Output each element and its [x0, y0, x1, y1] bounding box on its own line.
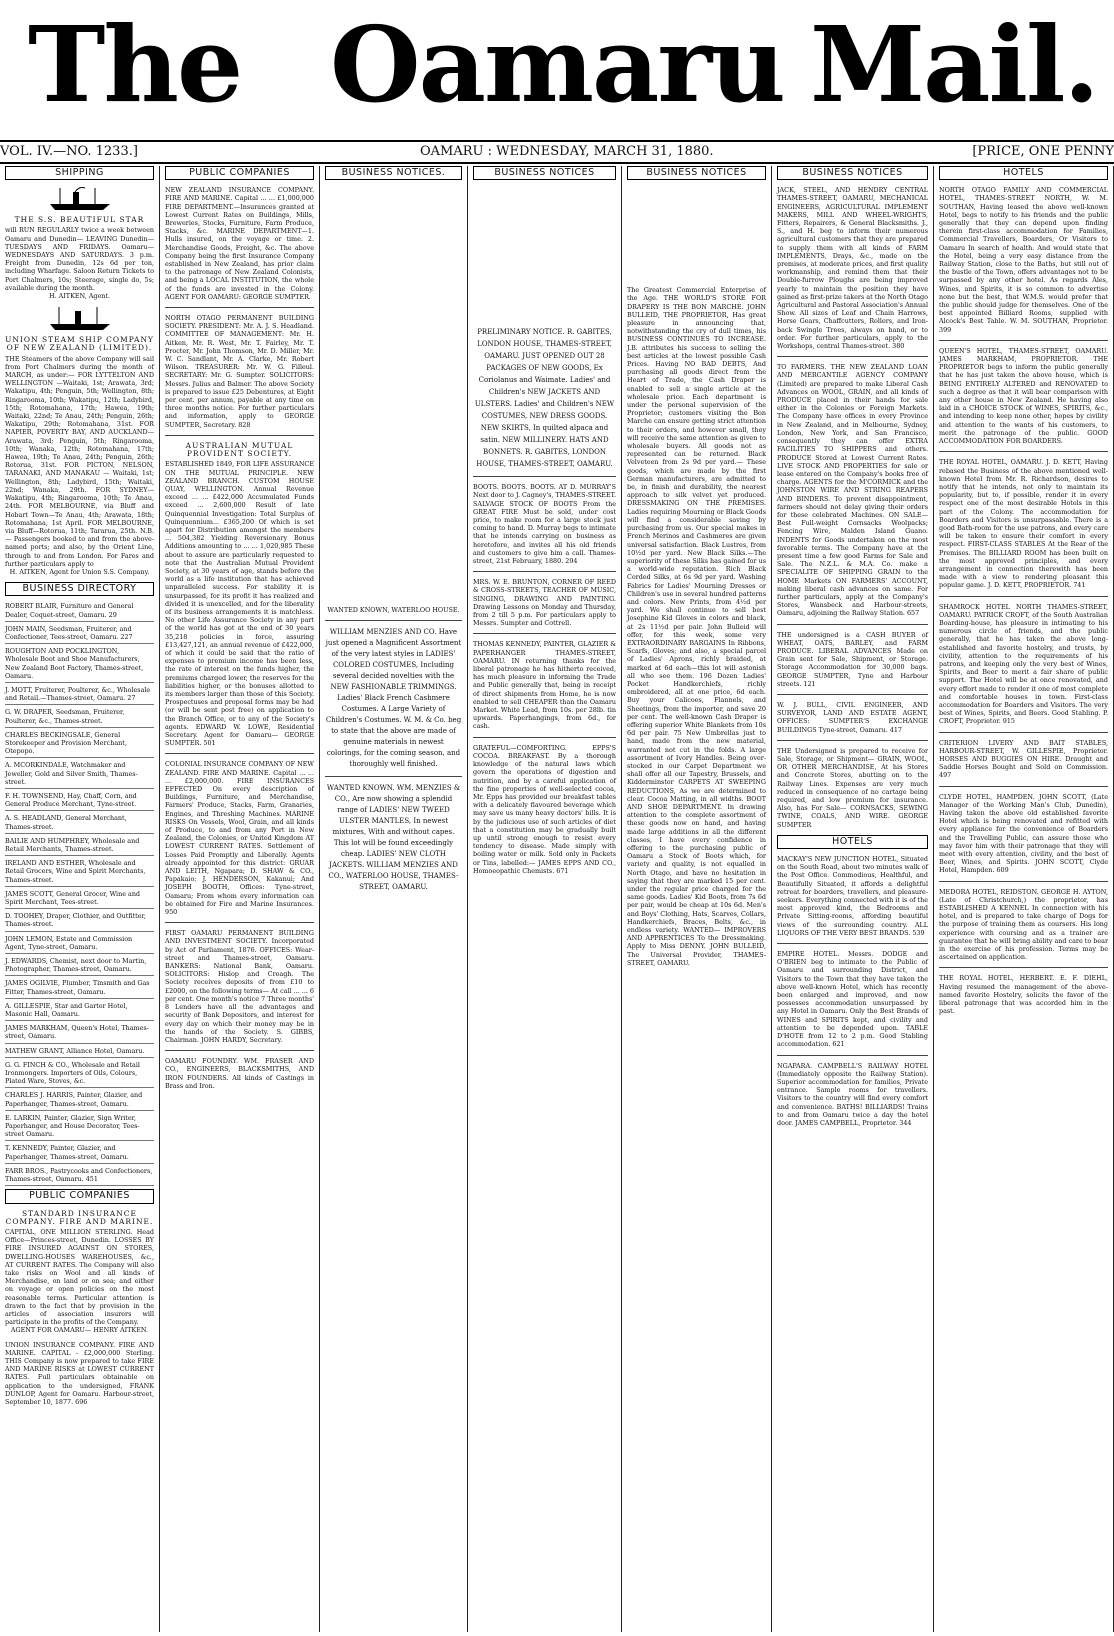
divider: [939, 596, 1108, 597]
price: [PRICE, ONE PENNY: [972, 144, 1114, 159]
ad-mackays-hotel: MACKAY'S NEW JUNCTION HOTEL, Situated on the South Road, about two minutes walk of the Post Office. Commodious, Healthful, and Beautifully Situated, it affords a delightful retreat for boarders, travellers, and pleasure-seekers. Everything connected with it is of the most approved kind, the Bedrooms and Private Sitting-rooms, affording beautiful views of the surrounding country. ALL LIQUORS OF THE VERY BEST BRANDS. 539: [777, 855, 929, 937]
divider: [165, 435, 314, 436]
ad-standard-insurance: [5, 1210, 154, 1335]
ad-signature: AGENT FOR OAMARU— HENRY AITKEN.: [10, 1326, 149, 1335]
ad-menzies-costumes: WILLIAM MENZIES AND CO. Have just opened a Magnificent Assortment of the very latest styles in LADIES' COLORED COSTUMES, Including several decided novelties with the NEW FASHIONABLE TRIMMINGS. Ladies' Black French Cashmere Costumes. A Large Variety of Children's Costumes. W. M. & Co. beg to state that the above are made of genuine materials in newest colorings, for the coming season, and thoroughly well finished.: [325, 628, 462, 769]
blank-space: [325, 186, 462, 606]
shipping-ad-union-steam: [5, 336, 154, 576]
section-heading: PUBLIC COMPANIES: [5, 1189, 154, 1203]
blank-space: [627, 186, 766, 286]
directory-entry: D. TOOHEY, Draper, Clothier, and Outfitter, Thames-street.: [5, 912, 154, 931]
ad-colonial-insurance: COLONIAL INSURANCE COMPANY OF NEW ZEALAND. FIRE AND MARINE. Capital ... ... ... £2,000,000. FIRE INSURANCES EFFECTED On every description of Buildings, Furniture, and Merchandise, Farmers' Produce, Stacks, Farm, Granaries, Engines, and Threshing Machines. MARINE RISKS On Vessels, Wool, Grain, and all kinds of Produce, to and from any Port in New Zealand, the Colonies, or United Kingdom AT LOWEST CURRENT RATES. Settlement of Losses Paid Promptly and Liberally. Agents already appointed for this district: GRUAR AND LEITH, Ngapara; D. SHAW & CO., Papakaio; J. HENDERSON, Kakanui; And JOSEPH BOOTH, Offices: Tyne-street, Oamaru; From whom every information can be obtained for Fire and Marine Insurances. 950: [165, 760, 314, 917]
ad-campbells-hotel: NGAPARA. CAMPBELL'S RAILWAY HOTEL (Immediately opposite the Railway Station). Superior accommodation for families, Private entrance. Sample rooms for travellers. Visitors to the country will find every comfort and convenience. BATHS! BILLIARDS! Trains to and from Oamaru twice a day the hotel door. JAMES CAMPBELL, Proprietor. 344: [777, 1061, 928, 1127]
divider: [325, 776, 462, 777]
ad-queens-hotel: QUEEN'S HOTEL, THAMES-STREET, OAMARU. JAMES MARKHAM, PROPRIETOR. THE PROPRIETOR begs to inform the public generally that he has just taken the above house, which is BEING ENTIRELY ALTERED and RENOVATED to such a degree as that it will bear comparison with any other house in New Zealand. He having also laid in a CHOICE STOCK of WINES, SPIRITS, &c., and intending to keep none other, hopes by civility and attention to the wants of his customers, to merit the patronage of the public. GOOD ACCOMMODATION FOR BOARDERS.: [939, 346, 1108, 446]
divider: [165, 1050, 314, 1051]
column-business-notices-2: [468, 166, 622, 1632]
directory-entry: JAMES OGILVIE, Plumber, Tinsmith and Gas Fitter, Thames-street, Oamaru.: [5, 979, 154, 998]
shipping-ad-beautiful-star: [5, 216, 154, 300]
directory-entry: JAMES SCOTT, General Grocer, Wine and Spirit Merchant, Tees-street.: [5, 890, 154, 909]
ad-jack-steel-hendry: JACK, STEEL, AND HENDRY CENTRAL THAMES-STREET, OAMARU, MECHANICAL ENGINEERS, AGRICULTURAL IMPLEMENT MAKERS, MILL AND WHEEL-WRIGHTS, Fitters, Repairers, & General Blacksmiths. J., S., and H. beg to inform their numerous agricultural customers that they are prepared to supply them with all kinds of FARM IMPLEMENTS, Drays, &c., made on the premises, at moderate prices, and first quality workmanship, and remind them that their Double-furrow Ploughs are being improved yearly to maintain the position they have gained as first-prize takers at the North Otago Agricultural and Pastoral Association's Annual Show. All sizes of Leaf and Chain Harrows, Horse Gears, Chaffcutters, Rollers, and Iron-back Swingle Trees, always on hand, or to order. For further particulars, apply to the Workshops, central Thames-street. 380: [777, 186, 928, 351]
ad-body: THE Steamers of the above Company will sail from Port Chalmers during the month of MARCH, as under:— FOR LYTTELTON AND WELLINGTON —Waitaki, 1st; Arawata, 3rd; Wakatipu, 4th; Penguin, 5th; Wellington, 8th; Ringarooma, 10th; Wakatipu, 12th; Ladybird, 15th; Rotomahana, 17th; Hawea, 19th; Waitaki, 22nd; Te Anau, 24th; Penguin, 26th; Wakatipu, 29th; Rotomahana, 31st. FOR NAPIER, POVERTY BAY, AND AUCKLAND—Arawata, 3rd; Penguin, 5th; Ringarooma, 10th; Wanaka, 12th; Rotomahana, 17th; Hawea, 19th; Te Anau, 24th; Penguin, 26th; Rotorua, 31st. FOR PICTON, NELSON, TARANAKI, AND MANAKAU — Waitaki, 1st; Wellington, 8th; Ladybird, 15th; Waitaki, 22nd; Wanaka, 29th. FOR SYDNEY—Wakatipu, 4th; Ringarooma, 10th; Te Anau, 24th. FOR MELBOURNE, via Bluff and Hobart Town—Te Anau, 4th; Arawata, 18th; Rotomahana, 1st April. FOR MELBOURNE, via Bluff—Rotorua, 11th; Tararua, 25th. N.B.— Passengers booked to and from the above-named ports; and also, by the Orient Line, through to and from London. For Fares and further particulars apply to: [5, 354, 154, 568]
business-directory: [5, 602, 154, 1186]
steamship-icon: [45, 186, 115, 212]
divider: [777, 624, 928, 625]
ad-nz-loan-mercantile: TO FARMERS. THE NEW ZEALAND LOAN AND MERCANTILE AGENCY COMPANY (Limited) are prepared to make Liberal Cash Advances on WOOL, GRAIN, and all kinds of PRODUCE placed in their hands for sale either in the Colonies or Foreign Markets. The Company have offices in every Province in New Zealand, and in Melbourne, Sydney, London, New York, and San Francisco, consequently they can offer EXTRA FACILITIES TO SHIPPERS and others. PRODUCE Stored at Lowest Current Rates. LIVE STOCK AND PROPERTIES for sale or lease entered on the Company's books free of charge. AGENTS for the M'CORMICK and the JOHNSTON WIRE AND STRING REAPERS AND BINDERS. To prevent disappointment, farmers should not delay giving their orders for these celebrated Machines. ON SALE—Best Full-weight Cornsacks Woolpacks; Fencing Wire, Malden Island Guano. INDENTS for Goods undertaken on the most favorable terms. The Company have at the present time a few good Farms for Sale and Sale. The N.Z.L. & M.A. Co. make a SPECIALITE OF SHIPPING GRAIN to the HOME Markets ON FARMERS' ACCOUNT, making liberal cash advances on same. For further particulars, apply at the Company's Stores, Wansbeck and Harbour-streets, Oamaru, adjoining the Railway Station. 657: [777, 363, 928, 618]
divider: [777, 943, 928, 944]
directory-entry: A. GILLESPIE, Star and Garter Hotel, Masonic Hall, Oamaru.: [5, 1002, 154, 1021]
directory-entry: F. H. TOWNSEND, Hay, Chaff, Corn, and General Produce Merchant, Tyne-street.: [5, 792, 154, 811]
column-hotels: [934, 166, 1114, 1632]
directory-entry: ROBERT BLAIR, Furniture and General Dealer, Coquet-street, Oamaru. 29: [5, 602, 154, 621]
ad-title: THE S.S. BEAUTIFUL STAR: [14, 215, 145, 225]
steamship-icon: [45, 306, 115, 332]
issue-date: OAMARU : WEDNESDAY, MARCH 31, 1880.: [420, 144, 714, 159]
ad-signature: H. AITKEN, Agent.: [49, 292, 110, 301]
divider: [777, 356, 928, 357]
section-heading: BUSINESS NOTICES: [627, 166, 766, 180]
column-public-companies: [160, 166, 320, 1632]
divider: [165, 307, 314, 308]
ad-wanted-known: WANTED KNOWN, WATERLOO HOUSE.: [327, 606, 460, 615]
ad-bulleid-bon-marche: The Greatest Commercial Enterprise of the Age. THE WORLD'S STORE FOR DRAPERY IS THE BON MARCHE. JOHN BULLEID, THE PROPRIETOR, Has great pleasure in announcing that, notwithstanding the cry of dull times, his BUSINESS CONTINUES TO INCREASE. J.B. attributes his success to selling the best articles at the lowest possible Cash Prices. Having NO BAD DEBTS, And purchasing all goods direct from the Heart of Trade, the Cash Draper is enabled to sell a single article at the wholesale price. Each department is under the personal supervision of the Proprietor; customers visiting the Bon Marche can ensure getting strict attention to their orders, and however small, they will receive the same attention as given to wholesale buyers. All goods not as represented can be returned. Black Velveteen from 2s 9d per yard.— These goods, which are made by the first German manufacturers, are admitted to be, in finish and durability, the nearest approach to silk velvet yet produced. DRESSMAKING ON THE PREMISES. Ladies requiring Mourning or Black Goods will find a considerable saving by purchasing from us. Our special makes in French Merinos and Cashmeres are given universal satisfaction. Black Lustres, from 10½d per yard. New Black Silks.—The superiority of these Silks has gained for us a world-wide reputation. Rich Black Corded Silks, at 6s 9d per yard. Washing Fabrics for Ladies' Mourning Dresses or Children's use in several hundred patterns and colors. New Prints, from 4½d per yard. We shall continue to sell best Josephine Kid Gloves in colors and black, at 2s 11½d per pair. John Bulleid will offer, for this week, some very EXTRAORDINARY BARGAINS In Ribbons, Scarfs, Gloves; and also, a special parcel of Ladies' Aprons, richly braided, at marked at 6d each—this lot will astonish all who see them. 196 Dozen Ladies' Pocket Handkerchiefs, richly embroidered, all at one price, 6d each. Buy your Calicoes, Flannels, and Sheetings, from the importer, and save 20 per cent. The well-known Cash Draper is offering superior White Blankets from 10s 6d per pair. 75 New Umbrellas just to hand, made from the new material, warranted not cut in the folds. A large assortment of Ivory Handles. Being over-stocked in our Carpet Department we shall offer all our Tapestry, Brussels, and Kidderminster CARPETS AT SWEEPING REDUCTIONS, As we are determined to clear. Cocoa Matting, in all widths. BOOT AND SHOE DEPARTMENT. In drawing attention to the complete assortment of these goods now on hand, and having made large additions in all the different classes, I have every confidence in offering to the purchasing public of Oamaru a Stock of Boots which, for variety and quality, is not equalled in North Otago, and have no hesitation in saying that they are marked 15 per cent. under the regular price charged for the same goods. Ladies' Kid Boots, from 7s 6d per pair, would be cheap at 10s 6d. Men's and Boys' Clothing, Hats, Scarves, Collars, Handkerchiefs, Braces, Belts, &c., in endless variety. WANTED— IMPROVERS AND APPRENTICES To the Dressmaking. Apply to Miss DENNY. JOHN BULLEID, The Universal Provider, THAMES-STREET, OAMARU.: [627, 286, 766, 967]
volume-number: VOL. IV.—NO. 1233.]: [0, 144, 138, 159]
divider: [777, 694, 928, 695]
divider: [777, 740, 928, 741]
directory-entry: J. MOTT, Fruiterer, Poulterer, &c., Wholesale and Retail.—Thames-street, Oamaru. 27: [5, 686, 154, 705]
section-heading: BUSINESS NOTICES: [473, 166, 616, 180]
ad-body: will RUN REGULARLY twice a week between Oamaru and Dunedin— LEAVING Dunedin— TUESDAYS AND FRIDAYS. Oamaru— WEDNESDAYS AND SATURDAYS. 3 p.m. Freight from Dunedin, 12s 6d per ton, including Wharfage. Saloon Return Tickets to Port Chalmers, 10s; Steerage, single do, 5s; available during the month.: [5, 226, 154, 292]
dateline: [0, 140, 1114, 164]
directory-entry: ROUGHTON AND POCKLINGTON, Wholesale Boot and Shoe Manufacturers, New Zealand Boot Factory, Thames-street, Oamaru.: [5, 647, 154, 683]
divider: [473, 737, 616, 738]
directory-entry: JOHN MAIN, Seedsman, Fruiterer, and Confectioner, Tees-street, Oamaru. 227: [5, 625, 154, 644]
ad-body: ESTABLISHED 1849, FOR LIFE ASSURANCE ON THE MUTUAL PRINCIPLE. NEW ZEALAND BRANCH. CUSTOM HOUSE QUAY, WELLINGTON. Annual Revenue exceed ... ... £422,000 Accumulated Funds exceed ... 2,600,000 Result of late Quinquennial Investigation: Total Surplus of Quinquennium... £365,200 Of which is set apart for Distribution amongst the members ... 504,382 Yielding Reversionary Bonus Additions amounting to ... ... 1,020,985 These about to assure are particularly requested to note that the Australian Mutual Provident Society, at 30 years of age, stands before the world as a life institution that has achieved unparalleled success. For stability it is unsurpassed, for its profit it has realized and divided it is unexcelled, and for the liberality of its business arrangements it is matchless. No other Life Assurance Society in any part of the world has got at the end of 30 years 35,218 policies in force, assuring £13,427,121, an annual revenue of £422,000, of which it could be said that the ratio of expenses to premium income has been less, the rate of interest on the funds higher, the premiums charged lower, the reserves for the liabilities higher, or the bonuses allotted to its members larger than those of this Society. Prospectuses and proposal forms may be had (or will be sent post free) on application to the Branch Office, or to any of the Society's agents. EDWARD W. LOWE, Residential Secretary. Agent for Oamaru— GEORGE SUMPTER. 501: [165, 460, 314, 748]
divider: [939, 881, 1108, 882]
divider: [165, 753, 314, 754]
directory-entry: G. G. FINCH & CO., Wholesale and Retail Ironmongers. Importers of Oils, Colours, Plated Ware, Stoves, &c.: [5, 1061, 154, 1089]
ad-sumpter-stores: THE Undersigned is prepared to receive for Sale, Storage, or Shipment— GRAIN, WOOL, OR OTHER MERCHANDISE, At his Stores and Concrete Stores, abutting on to the Railway Lines. Expenses are very much reduced in consequence of no cartage being required, and low premium for insurance. Also, has For Sale— CORNSACKS, SEWING TWINE, COALS, AND WIRE. GEORGE SUMPTER: [777, 746, 928, 829]
ad-royal-hotel-herbert: THE ROYAL HOTEL, HERBERT. E. F. DIEHL, Having resumed the management of the above-named favorite Hostelry, solicits the favor of the liberal patronage that was accorded him in the past.: [939, 974, 1108, 1016]
divider: [473, 476, 616, 477]
ad-nz-insurance: NEW ZEALAND INSURANCE COMPANY. FIRE AND MARINE. Capital ... ... £1,000,000 FIRE DEPARTMENT.—Insurances granted at Lowest Current Rates on Buildings, Mills, Breweries, Stocks, Furniture, Farm Produce, Stacks, &c. MARINE DEPARTMENT—1. Hulls insured, on the voyage or time. 2. Merchandise Goods, Freight, &c. The above Company being the first Insurance Company established in New Zealand, has prior claim to the patronage of New Zealand Colonists, and being a LOCAL INSTITUTION, the whole of the funds are invested in the Colony. AGENT FOR OAMARU: GEORGE SUMPTER.: [165, 186, 314, 301]
ad-thomas-kennedy: THOMAS KENNEDY, PAINTER, GLAZIER & PAPERHANGER THAMES-STREET, OAMARU. IN returning thanks for the liberal patronage he has hitherto received, has much pleasure in informing the Trade and Public generally that, being in receipt of direct shipments from Home, he is now enabled to sell CHEAPER than the Oamaru Market. White Lead, from 10s. per 28lb. tin upwards. Paperhangings, from 6d., for cash.: [473, 640, 616, 731]
divider: [473, 633, 616, 634]
blank-space: [473, 186, 616, 326]
column-business-notices-1: [320, 166, 468, 1632]
ad-title: UNION STEAM SHIP COMPANY OF NEW ZEALAND (LIMITED).: [5, 335, 154, 353]
ad-north-otago-hotel: NORTH OTAGO FAMILY AND COMMERCIAL HOTEL, THAMES-STREET NORTH, W. M. SOUTHAN, Having leased the above well-known Hotel, begs to notify to his friends and the public generally that they can depend upon finding therein first-class accommodation for Families, Commercial Travellers, Boarders, Or Visitors to Oamaru In search of health. And would state that the Hotel, being a very easy distance from the Railway Station, close to the Baths, but still out of the bustle of the Town, offers advantages not to be surpassed by any other hotel. As regards Ales, Wines, and Spirits, it is so common to advertise none but the best, that W.M.S. would prefer that the public should judge for themselves. One of the best appointed Billiard Rooms, supplied with Alcock's Best Table. W. M. SOUTHAN, Proprietor. 399: [939, 186, 1108, 334]
directory-entry: G. W. DRAPER, Seedsman, Fruiterer, Poulterer, &c., Thames-street.: [5, 708, 154, 727]
divider: [939, 451, 1108, 452]
ad-empire-hotel: EMPIRE HOTEL. Messrs. DODGE and O'BRIEN beg to intimate to the Public of Oamaru and surrounding District, and Visitors to the Town that they have taken the above well-known Hotel, which has recently been enlarged and improved, and now possesses accommodation unsurpassed by any Hotel in Oamaru. Only the Best Brands of WINES and SPIRITS kept, and civility and attention to be depended upon. TABLE D'HOTE from 12 to 2 p.m. Good Stabling accommodation. 621: [777, 950, 928, 1049]
divider: [473, 571, 616, 572]
directory-entry: FARR BROS., Pastrycooks and Confectioners, Thames-street, Oamaru. 451: [5, 1167, 154, 1186]
ad-brunton-music: MRS. W. E. BRUNTON, CORNER OF REED & CROSS-STREETS, TEACHER OF MUSIC, SINGING, DRAWING AND PAINTING. Drawing Lessons on Monday and Thursday, from 2 till 5 p.m. For particulars apply to Messrs. Sumpter and Cottrell.: [473, 578, 616, 628]
directory-entry: JAMES MARKHAM, Queen's Hotel, Thames-street, Oamaru.: [5, 1024, 154, 1043]
column-business-notices-4: [772, 166, 934, 1632]
masthead-word-the: The: [28, 3, 242, 126]
directory-entry: CHARLES BECKINGSALE, General Storekeeper and Provision Merchant, Otepopo.: [5, 731, 154, 759]
directory-entry: CHARLES J. HARRIS, Painter, Glazier, and Paperhanger, Thames-street, Oamaru.: [5, 1091, 154, 1110]
directory-entry: A. S. HEADLAND, General Merchant, Thames-street.: [5, 814, 154, 833]
directory-entry: MATHEW GRANT, Alliance Hotel, Oamaru.: [5, 1047, 154, 1058]
directory-entry: A. MCORKINDALE, Watchmaker and Jeweller, Gold and Silver Smith, Thames-street.: [5, 761, 154, 789]
divider: [939, 732, 1108, 733]
directory-entry: J. EDWARDS, Chemist, next door to Martin, Photographer, Thames-street, Oamaru.: [5, 957, 154, 976]
divider: [939, 340, 1108, 341]
ad-murray-boots: BOOTS. BOOTS. BOOTS. AT D. MURRAY'S Next door to J. Cagney's, THAMES-STREET. SALVAGE STOCK OF BOOTS From the GREAT FIRE Must be sold, under cost price, to make room for a large stock just coming to hand. D. Murray begs to intimate that he intends carrying on business as heretofore, and invites all his old friends and customers to give him a call. Thames-street, 21st February, 1880. 294: [473, 483, 616, 566]
masthead-word-oamaru: Oamaru: [330, 3, 784, 126]
divider: [777, 1055, 928, 1056]
ad-body: CAPITAL, ONE MILLION STERLING. Head Office—Princes-street, Dunedin. LOSSES BY FIRE INSURED AGAINST ON STORES, DWELLING-HOUSES WAREHOUSES, &c., AT CURRENT RATES. The Company will also take risks on Wool and all kinds of Merchandise, on land or on sea; and either on voyage or open policies on the most reasonable terms. Particular attention is drawn to the fact that by provision in the articles of association insurers will participate in the profits of the Company.: [5, 1227, 154, 1327]
directory-entry: E. LARKIN, Painter, Glazier, Sign Writer, Paperhanger, and House Decorator, Tees-street Oamaru.: [5, 1114, 154, 1142]
directory-entry: T. KENNEDY, Painter, Glazier, and Paperhanger, Thames-street, Oamaru.: [5, 1144, 154, 1163]
ad-title: STANDARD INSURANCE COMPANY. FIRE AND MARINE.: [5, 1208, 154, 1226]
ad-clyde-hotel: CLYDE HOTEL, HAMPDEN. JOHN SCOTT, (Late Manager of the Working Man's Club, Dunedin), Having taken the above old established favorite Hotel which is being renovated and refitted with every appliance for the convenience of Boarders and the Travelling Public, can assure those who may favor him with their patronage that they will meet with every attention, civility, and the best of Beer, Wines, and Spirits. JOHN SCOTT, Clyde Hotel, Hampden. 609: [939, 792, 1108, 875]
ad-epps-cocoa: GRATEFUL—COMFORTING. EPPS'S COCOA. BREAKFAST. By a thorough knowledge of the natural laws which govern the operations of digestion and nutrition, and by a careful application of the fine properties of well-selected cocoa, Mr. Epps has provided our breakfast tables with a delicately flavoured beverage which may save us many heavy doctors' bills. It is by the judicious use of such articles of diet that a constitution may be gradually built up until strong enough to resist every tendency to disease. Made simply with boiling water or milk. Sold only in Packets or Tins, labelled:— JAMES EPPS AND CO., Homoeopathic Chemists. 671: [473, 743, 616, 875]
section-heading: HOTELS: [777, 835, 928, 849]
column-shipping: [0, 166, 160, 1632]
masthead: [0, 0, 1114, 130]
divider: [939, 786, 1108, 787]
ad-royal-hotel-oamaru: THE ROYAL HOTEL, OAMARU. J. D. KETT, Having rebased the Business of the above mentioned well-known Hotel from Mr. R. Richardson, desires to notify that he intends, not only to maintain its popularity, but to, if possible, render it in every respect one of the most desirable Hotels in this part of the Colony. The accommodation for Boarders and Visitors is unsurpassable. There is a good Bath-room for the use patrons, and every care will be taken to ensure their comfort in every respect. FIRST-CLASS STABLES At the Rear of the Premises. The BILLIARD ROOM has been built on the most approved principles, and every arrangement in connection therewith has been made with a view to rendering pleasant this popular game. J. D. KETT, PROPRIETOR. 741: [939, 458, 1108, 590]
masthead-word-mail: Mail.: [810, 3, 1098, 126]
ad-menzies-mantles: WANTED KNOWN. WM. MENZIES & CO., Are now showing a splendid range of LADIES' NEW TWEED ULSTER MANTLES, In newest mixtures, With and without capes. This lot will be found exceedingly cheap. LADIES' NEW CLOTH JACKETS. WILLIAM MENZIES AND CO., WATERLOO HOUSE, THAMES-STREET, OAMARU.: [326, 784, 461, 892]
ad-criterion-stables: CRITERION LIVERY AND BAIT STABLES, HARBOUR-STREET, W. GILLESPIE, Proprietor. HORSES AND BUGGIES ON HIRE. Draught and Saddle Horses Bought and Sold on Commission. 497: [939, 738, 1108, 780]
section-heading: PUBLIC COMPANIES: [165, 166, 314, 180]
ad-shamrock-hotel: SHAMROCK HOTEL NORTH THAMES-STREET, OAMARU. PATRICK CROFT, of the South Australian Boarding-house, has pleasure in intimating to his numerous circle of friends, and the public generally, that he has taken the above long-established and favorite hostelry, and trusts, by civility, attention to the requirements of his patrons, and keeping only the very best of Wines, Spirits, and Beer to merit a fair share of public support. The Hotel will be at once renovated, and every effort made to render it one of most complete and comfortable houses in town. First-class accommodation for Boarders and Visitors. The very best of Wines, Spirits, and Beers. Good Stabling. P. CROFT, Proprietor. 915: [939, 602, 1108, 726]
ad-gabites: PRELIMINARY NOTICE. R. GABITES, LONDON HOUSE, THAMES-STREET, OAMARU. JUST OPENED OUT 28 PACKAGES OF NEW GOODS, Ex Coriolanus and Waimate. Ladies' and Children's NEW JACKETS AND ULSTERS. Ladies' and Children's NEW COSTUMES, NEW DRESS GOODS. NEW SKIRTS, In quilted alpaca and satin. NEW MILLINERY. HATS AND BONNETS. R. GABITES, LONDON HOUSE, THAMES-STREET, OAMARU.: [474, 328, 615, 469]
section-heading: SHIPPING: [5, 166, 154, 180]
ad-north-otago-building: NORTH OTAGO PERMANENT BUILDING SOCIETY. PRESIDENT: Mr. A. J. S. Headland. COMMITTEE OF MANAGEMENT: Mr. H. Aitken, Mr. R. West, Mr. T. Fairley, Mr. T. Procter, Mr. John Thomson, Mr. D. Miller, Mr. W. C. Sandlant, Mr. A. Clarke, Mr. Robert Wilson. TREASURER: Mr. W. G. Filleul. SECRETARY: Mr. G. Sumpter. SOLICITORS: Messrs. Julius and Balmer. The above Society is prepared to issue £25 Debentures, at Eight per cent. per annum, payable at any time on three months notice. For further particulars and information, apply to GEORGE SUMPTER, Secretary. 828: [165, 314, 314, 429]
section-heading: HOTELS: [939, 166, 1108, 180]
column-business-notices-3: [622, 166, 772, 1632]
ad-medora-hotel: MEDORA HOTEL, REIDSTON. GEORGE H. AYTON, (Late of Christchurch,) the proprietor, has ESTABLISHED A KENNEL In connection with his hotel, and is prepared to take charge of Dogs for the purpose of training them as coursers. His long experience with coursing and as a trainer are guarantee that he will bring ability and care to bear in the exercise of his profession. Terms may be ascertained on application.: [939, 887, 1108, 962]
ad-wj-bull: W. J. BULL, CIVIL ENGINEER, AND SURVEYOR, LAND AND ESTATE AGENT, OFFICES: SUMPTER'S EXCHANGE BUILDINGS Tyne-street, Oamaru. 417: [777, 700, 928, 734]
ad-oamaru-foundry: OAMARU FOUNDRY. WM. FRASER AND CO., ENGINEERS, BLACKSMITHS, AND IRON FOUNDERS. All kinds of Castings in Brass and Iron.: [165, 1057, 314, 1090]
section-heading: BUSINESS DIRECTORY: [5, 582, 154, 596]
ad-cash-buyer: THE undersigned is a CASH BUYER of WHEAT, OATS, BARLEY, and FARM PRODUCE. LIBERAL ADVANCES Made on Grain sent for Sale, Shipment, or Storage. Storage Accommodation for 30,000 bags. GEORGE SUMPTER, Tyne and Harbour streets. 121: [777, 630, 928, 688]
ad-union-insurance: UNION INSURANCE COMPANY. FIRE AND MARINE. CAPITAL - £2,000,000 Sterling. THIS Company is now prepared to take FIRE AND MARINE RISKS at LOWEST CURRENT RATES. Full particulars obtainable on application to the undersigned, FRANK DUNLOP, Agent for Oamaru. Harbour-street, September 10, 1877. 696: [5, 1340, 154, 1406]
ad-signature: H. AITKEN, Agent for Union S.S. Company.: [9, 567, 150, 576]
section-heading: BUSINESS NOTICES: [777, 166, 928, 180]
ad-amp-society: [165, 442, 314, 748]
directory-entry: BAILIE AND HUMPHREY, Wholesale and Retail Merchants, Thames-street.: [5, 837, 154, 856]
directory-entry: JOHN LEMON, Estate and Commission Agent, Tyne-street, Oamaru.: [5, 935, 154, 954]
directory-entry: IRELAND AND ESTHER, Wholesale and Retail Grocers, Wine and Spirit Merchants, Thames-street.: [5, 859, 154, 887]
ad-title: AUSTRALIAN MUTUAL PROVIDENT SOCIETY.: [185, 440, 294, 459]
section-heading: BUSINESS NOTICES.: [325, 166, 462, 180]
divider: [939, 967, 1108, 968]
divider: [325, 620, 462, 621]
divider: [165, 922, 314, 923]
ad-first-oamaru-building: FIRST OAMARU PERMANENT BUILDING AND INVESTMENT SOCIETY. Incorporated by Act of Parliament, 1876. OFFICES: Wear-street and Thames-street, Oamaru. BANKERS: National Bank, Oamaru. SOLICITORS: Hislop and Creagh. The Society receives deposits of from £10 to £2000, on the following terms— At call ... ... 6 per cent. One month's notice 7 Three months' 8 Lenders have all the advantages and security of Bank Depositors, and interest for every day on which their money may be in the hands of the Society. S. GIBBS, Chairman. JOHN HARDY, Secretary.: [165, 929, 314, 1044]
